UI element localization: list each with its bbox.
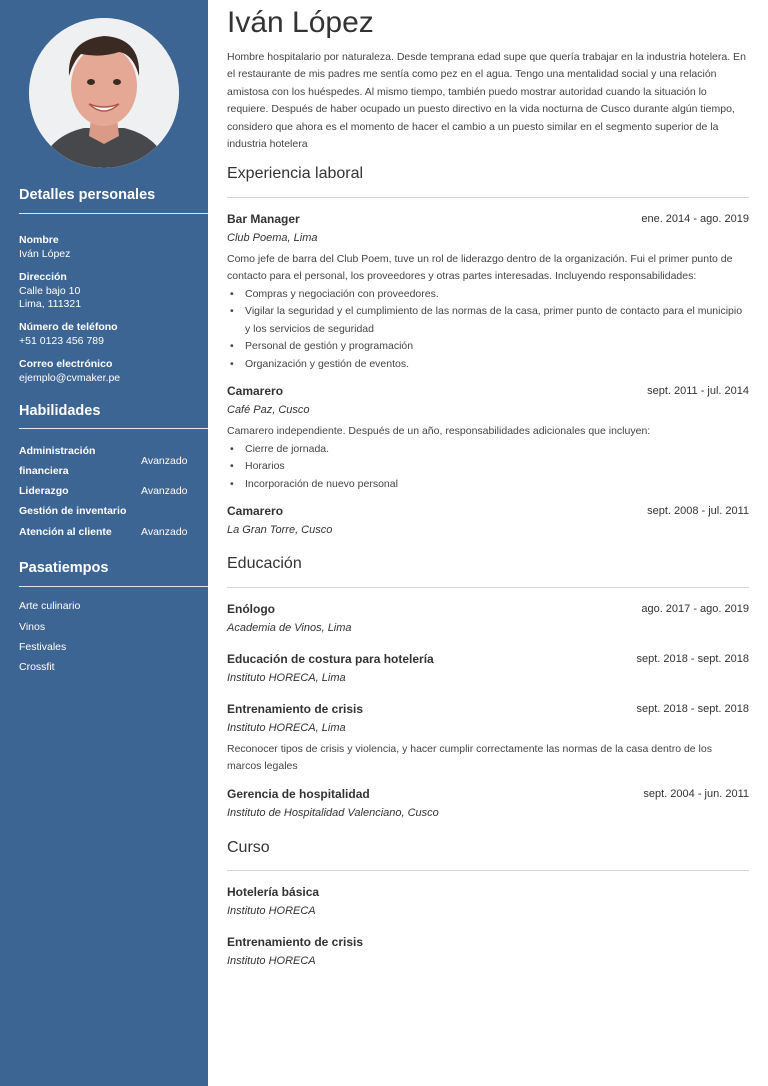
personal-label: Nombre	[19, 234, 59, 246]
skill-name: Liderazgo	[19, 485, 69, 497]
entry-organization: Instituto HORECA, Lima	[227, 722, 346, 734]
profile-summary: Hombre hospitalario por naturaleza. Desde temprana edad supe que quería trabajar en la industria hotelera. En el restaurante de mis padres me sentía como pez en el agua. Tengo una mentalidad social y una relación amistosa con los huéspedes. Al mismo tiempo, también puedo mostrar autoridad cuando la situación lo requiere. Después de haber ocupado un puesto directivo en la vida nocturna de Cusco durante algún tiempo, considero que ahora es el momento de hacer el cambio a un puesto similar en el segmento superior de la industria hotelera	[227, 51, 746, 151]
divider	[227, 587, 749, 588]
personal-label: Número de teléfono	[19, 321, 118, 333]
entry-title: Entrenamiento de crisis	[227, 702, 364, 716]
entry-title: Bar Manager	[227, 212, 300, 226]
skill-level: Avanzado	[141, 485, 188, 497]
personal-details-title: Detalles personales	[19, 187, 156, 203]
hobby-item: Crossfit	[19, 661, 55, 673]
list-item: • Vigilar la seguridad y el cumplimiento de las normas de la casa, primer punto de contacto para el municipio y los servicios de seguridad	[227, 303, 749, 338]
entry-title: Enólogo	[227, 602, 275, 616]
personal-value: Calle bajo 10	[19, 284, 81, 297]
entry-date: ago. 2017 - ago. 2019	[641, 603, 749, 615]
skill-name: Gestión de inventario	[19, 505, 127, 517]
entry-organization: La Gran Torre, Cusco	[227, 524, 333, 536]
hobby-item: Vinos	[19, 621, 46, 633]
hobby-item: Festivales	[19, 641, 67, 653]
personal-label: Correo electrónico	[19, 358, 113, 370]
entry-organization: Instituto HORECA	[227, 905, 316, 917]
entry-description: Camarero independiente. Después de un año, responsabilidades adicionales que incluyen:	[227, 425, 651, 437]
divider	[19, 586, 208, 587]
experience-title: Experiencia laboral	[227, 165, 364, 182]
education-title: Educación	[227, 555, 302, 572]
divider	[227, 870, 749, 871]
skill-item	[19, 481, 199, 501]
entry-title: Entrenamiento de crisis	[227, 935, 364, 949]
profile-photo	[29, 18, 179, 168]
list-item: • Incorporación de nuevo personal	[227, 476, 749, 493]
entry-description: Como jefe de barra del Club Poem, tuve un rol de liderazgo dentro de la organización. Fui el primer punto de contacto para el personal, los proveedores y otras partes interesadas. Incluyendo responsabilidades:	[227, 253, 733, 283]
divider	[227, 197, 749, 198]
entry-description: Reconocer tipos de crisis y violencia, y hacer cumplir correctamente las normas de la casa dentro de los marcos legales	[227, 743, 712, 773]
list-item: • Horarios	[227, 458, 749, 475]
skill-name: Administración financiera	[19, 445, 96, 477]
skill-level: Avanzado	[141, 455, 188, 467]
sidebar	[0, 0, 208, 1086]
entry-title: Gerencia de hospitalidad	[227, 787, 370, 801]
list-item: • Personal de gestión y programación	[227, 338, 749, 355]
skills-title: Habilidades	[19, 403, 101, 419]
entry-date: sept. 2011 - jul. 2014	[647, 385, 749, 397]
entry-organization: Club Poema, Lima	[227, 232, 318, 244]
hobby-item: Arte culinario	[19, 600, 81, 612]
personal-name	[19, 234, 199, 261]
skill-name: Atención al cliente	[19, 526, 112, 538]
skill-item	[19, 501, 199, 521]
entry-date: ene. 2014 - ago. 2019	[641, 213, 749, 225]
entry-date: sept. 2018 - sept. 2018	[636, 703, 749, 715]
bullet-list	[227, 286, 749, 373]
list-item: • Compras y negociación con proveedores.	[227, 286, 749, 303]
entry-organization: Instituto HORECA	[227, 955, 316, 967]
personal-value: Lima, 111321	[19, 298, 82, 310]
entry-organization: Academia de Vinos, Lima	[227, 622, 352, 634]
entry-title: Educación de costura para hotelería	[227, 652, 434, 666]
bullet-list	[227, 441, 749, 493]
skill-item	[19, 522, 199, 542]
personal-phone	[19, 321, 199, 348]
entry-title: Hotelería básica	[227, 885, 320, 899]
entry-date: sept. 2018 - sept. 2018	[636, 653, 749, 665]
personal-label: Dirección	[19, 271, 67, 283]
entry-organization: Instituto HORECA, Lima	[227, 672, 346, 684]
divider	[19, 213, 208, 214]
entry-date: sept. 2008 - jul. 2011	[647, 505, 749, 517]
avatar	[29, 18, 179, 168]
skill-item	[19, 441, 199, 481]
personal-value: ejemplo@cvmaker.pe	[19, 371, 121, 384]
list-item: • Organización y gestión de eventos.	[227, 356, 749, 373]
personal-value: +51 0123 456 789	[19, 334, 104, 347]
entry-title: Camarero	[227, 384, 284, 398]
personal-address	[19, 271, 199, 312]
personal-value: Iván López	[19, 247, 71, 260]
personal-email	[19, 358, 199, 385]
entry-title: Camarero	[227, 504, 284, 518]
list-item: • Cierre de jornada.	[227, 441, 749, 458]
divider	[19, 428, 208, 429]
page-title: Iván López	[227, 6, 374, 39]
skill-level: Avanzado	[141, 526, 188, 538]
courses-title: Curso	[227, 839, 270, 856]
entry-organization: Instituto de Hospitalidad Valenciano, Cusco	[227, 807, 439, 819]
entry-organization: Café Paz, Cusco	[227, 404, 310, 416]
hobbies-title: Pasatiempos	[19, 560, 109, 576]
entry-date: sept. 2004 - jun. 2011	[643, 788, 749, 800]
